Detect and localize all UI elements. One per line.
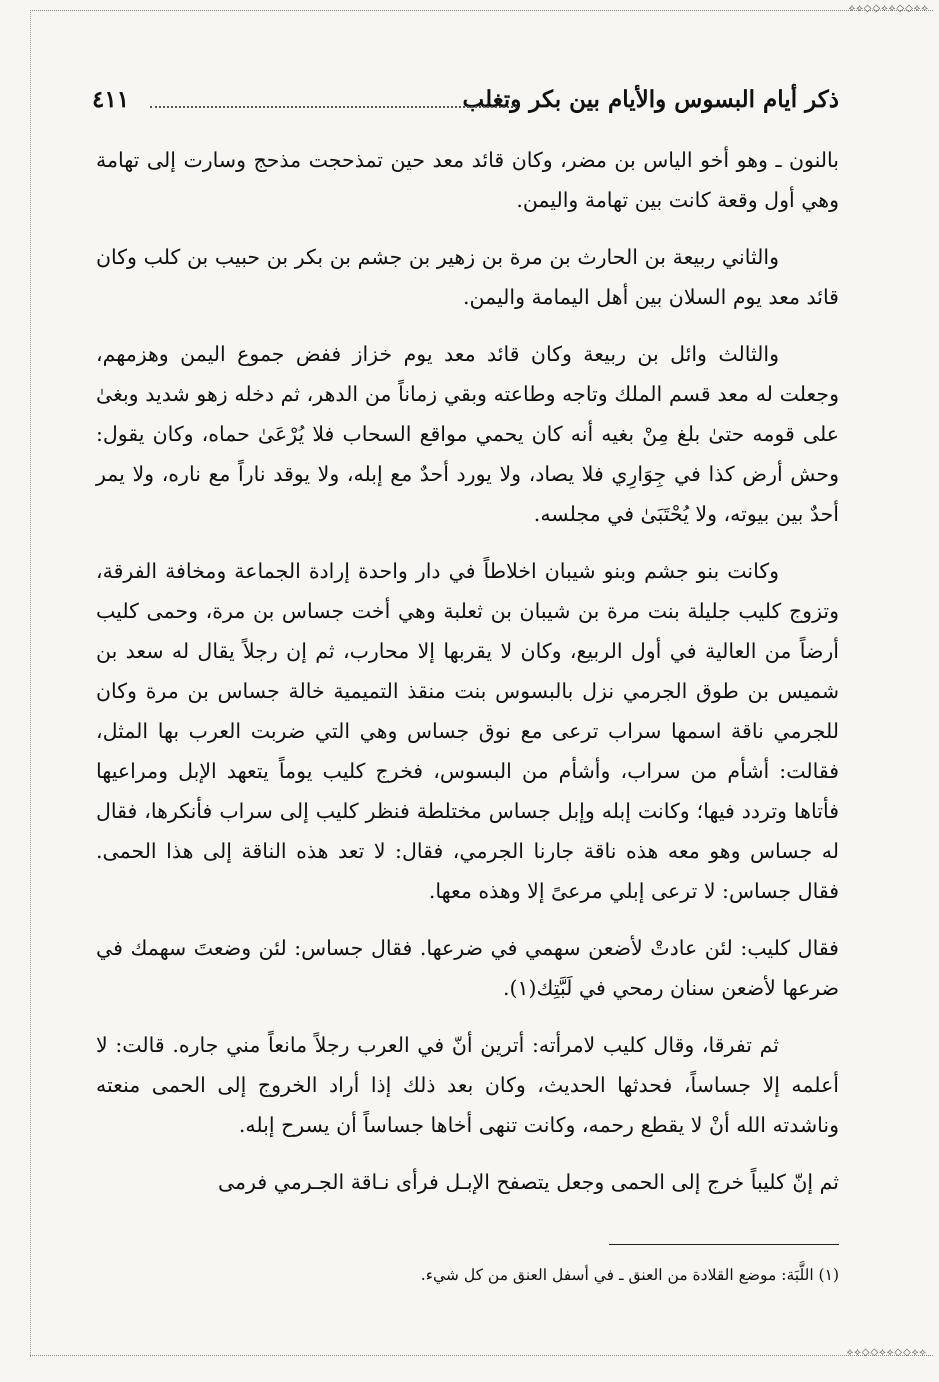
- page-number: ٤١١: [92, 86, 130, 113]
- footnote: (١) اللَّبَة: موضع القلادة من العنق ـ في أسفل العنق من كل شيء.: [420, 1266, 839, 1284]
- paragraph-4: وكانت بنو جشم وبنو شيبان اخلاطاً في دار واحدة إرادة الجماعة ومخافة الفرقة، وتزوج كليب جليلة بنت مرة بن شيبان بن ثعلبة وهي أخت جساس بن مرة، وحمى كليب أرضاً من العالية في أول الربيع، وكان لا يقربها إلا محارب، ثم إن رجلاً يقال له سعد بن شميس بن طوق الجرمي نزل بالبسوس بنت منقذ التميمية خالة جساس بن مرة وكان للجرمي ناقة اسمها سراب ترعى مع نوق جساس وهي التي ضربت العرب بها المثل، فقالت: أشأم من سراب، وأشأم من البسوس، فخرج كليب يوماً يتعهد الإبل ومراعيها فأتاها وتردد فيها؛ وكانت إبله وإبل جساس مختلطة فنظر كليب إلى سراب فأنكرها، فقال له جساس وهو معه هذه ناقة جارنا الجرمي، فقال: لا تعد هذه الناقة إلى هذا الحمى. فقال جساس: لا ترعى إبلي مرعىً إلا وهذه معها.: [96, 559, 839, 903]
- paragraph-3: والثالث وائل بن ربيعة وكان قائد معد يوم خزاز ففض جموع اليمن وهزمهم، وجعلت له معد قسم الملك وتاجه وطاعته وبقي زماناً من الدهر، ثم دخله زهو شديد وبغىٰ على قومه حتىٰ بلغ مِنْ بغيه أنه كان يحمي مواقع السحاب فلا يُرْعَىٰ حماه، وكان يقول: وحش أرض كذا في جِوَارِي فلا يصاد، ولا يورد أحدٌ مع إبله، ولا يوقد ناراً مع ناره، ولا يمر أحدٌ بين بيوته، ولا يُحْتَبَىٰ في مجلسه.: [96, 342, 839, 526]
- chapter-title: ذكر أيام البسوس والأيام بين بكر وتغلب: [462, 86, 839, 113]
- top-ornament: ⟡⟡◇◇⟡⟡◇◇⟡⟡: [848, 3, 929, 14]
- bottom-border: [30, 1355, 933, 1366]
- paragraph-6: ثم تفرقا، وقال كليب لامرأته: أترين أنّ في العرب رجلاً مانعاً مني جاره. قالت: لا أعلمه إلا جساساً، فحدثها الحديث، وكان بعد ذلك إذا أراد الخروج إلى الحمى منعته وناشدته الله أنْ لا يقطع رحمه، وكانت تنهى أخاها جساساً أن يسرح إبله.: [96, 1033, 839, 1137]
- paragraph-7: ثم إنّ كليباً خرج إلى الحمى وجعل يتصفح الإبـل فرأى نـاقة الجـرمي فرمى: [217, 1170, 839, 1194]
- paragraph-5: فقال كليب: لئن عادتْ لأضعن سهمي في ضرعها. فقال جساس: لئن وضعتَ سهمك في ضرعها لأضعن سنان رمحي في لَبَّتِك(١).: [96, 936, 839, 1000]
- bottom-ornament: ⟡⟡◇◇⟡⟡◇◇⟡⟡: [846, 1347, 927, 1358]
- left-border: [30, 12, 32, 1357]
- paragraph-1: بالنون ـ وهو أخو الياس بن مضر، وكان قائد معد حين تمذحجت مذحج وسارت إلى تهامة وهي أول وقعة كانت بين تهامة واليمن.: [96, 148, 839, 212]
- top-border: [30, 10, 933, 21]
- body-text: [96, 140, 839, 1202]
- paragraph-2: والثاني ربيعة بن الحارث بن مرة بن زهير بن جشم بن بكر بن حبيب بن كلب وكان قائد معد يوم السلان بين أهل اليمامة واليمن.: [96, 245, 839, 309]
- footnote-separator: [609, 1244, 839, 1245]
- running-header: [92, 86, 839, 120]
- header-dotted-leader: [150, 106, 517, 108]
